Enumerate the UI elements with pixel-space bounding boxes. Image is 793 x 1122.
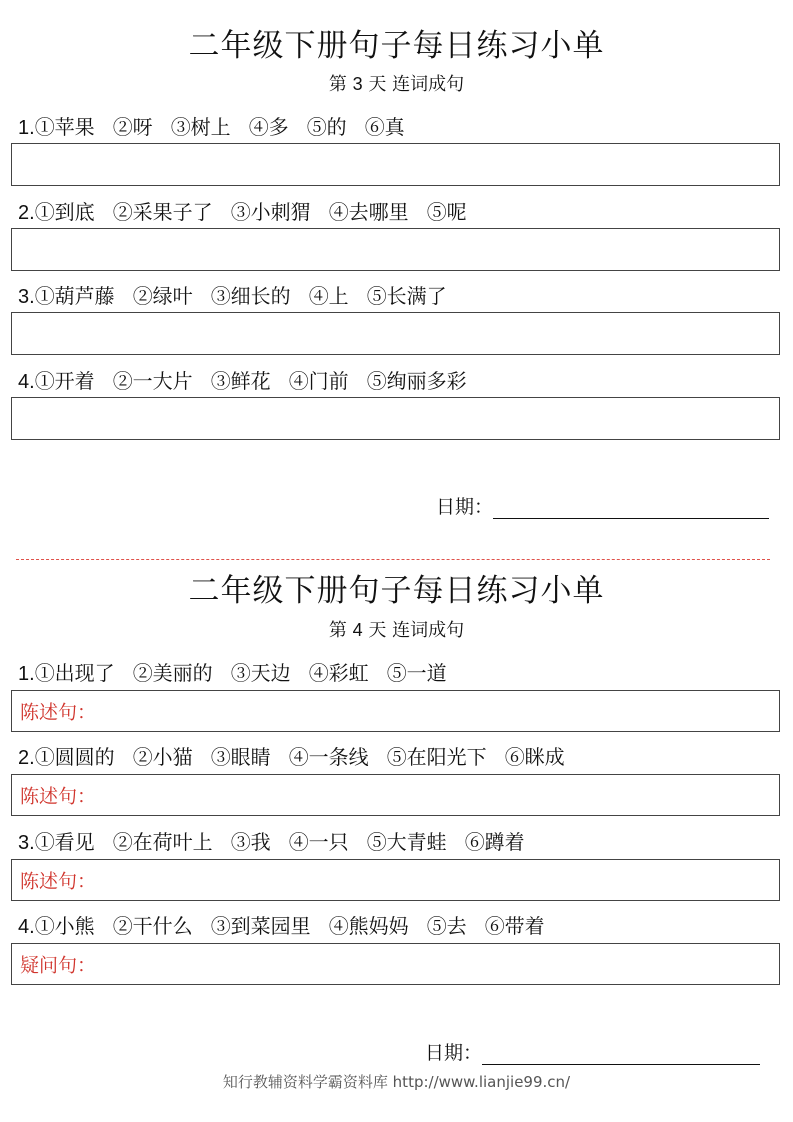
section2-subtitle-prefix: 第 <box>328 620 347 641</box>
question-number: 3. <box>18 832 35 854</box>
question-number: 2. <box>18 202 35 224</box>
section2-subtitle-suffix: 天 连词成句 <box>368 620 465 641</box>
word-option: ②美丽的 <box>132 661 213 685</box>
section1-question-4 <box>18 365 485 394</box>
footer-watermark: 知行教辅资料学霸资料库 http://www.lianjie99.cn/ <box>222 1073 571 1091</box>
word-option: ①到底 <box>34 200 95 224</box>
section2-answer-box-2[interactable] <box>11 774 780 816</box>
question-number: 1. <box>18 117 35 139</box>
date-underline[interactable] <box>493 517 769 519</box>
question-number: 3. <box>18 286 35 308</box>
word-option: ④一只 <box>288 830 349 854</box>
section2-day-number: 4 <box>352 620 363 640</box>
word-option: ⑤在阳光下 <box>386 745 487 769</box>
word-option: ③小刺猬 <box>230 200 311 224</box>
word-option: ⑤长满了 <box>366 284 447 308</box>
section2-question-2 <box>18 741 583 770</box>
word-option: ⑤呢 <box>426 200 467 224</box>
section1-answer-box-1[interactable] <box>11 143 780 186</box>
date-label: 日期： <box>436 496 494 518</box>
question-number: 1. <box>18 663 35 685</box>
section1-day-number: 3 <box>352 74 363 94</box>
word-option: ①小熊 <box>34 914 95 938</box>
word-option: ④一条线 <box>288 745 369 769</box>
word-option: ⑤绚丽多彩 <box>366 369 467 393</box>
section2-question-3 <box>18 826 543 855</box>
word-option: ①看见 <box>34 830 95 854</box>
word-option: ③细长的 <box>210 284 291 308</box>
section2-date-field[interactable] <box>425 1038 760 1065</box>
section2-answer-box-3[interactable] <box>11 859 780 901</box>
section2-question-1 <box>18 657 465 686</box>
section1-subtitle-suffix: 天 连词成句 <box>368 74 465 95</box>
word-option: ②小猫 <box>132 745 193 769</box>
section2-title: 二年级下册句子每日练习小单 <box>188 573 605 609</box>
date-label: 日期： <box>425 1042 483 1064</box>
section2-answer-box-1[interactable] <box>11 690 780 732</box>
section2-answer-box-4[interactable] <box>11 943 780 985</box>
word-option: ③鲜花 <box>210 369 271 393</box>
word-option: ④上 <box>308 284 349 308</box>
word-option: ⑥带着 <box>484 914 545 938</box>
section2-subtitle <box>0 616 793 642</box>
section1-subtitle <box>0 70 793 96</box>
word-option: ③到菜园里 <box>210 914 311 938</box>
question-number: 4. <box>18 371 35 393</box>
word-option: ②一大片 <box>112 369 193 393</box>
word-option: ⑤一道 <box>386 661 447 685</box>
word-option: ①圆圆的 <box>34 745 115 769</box>
word-option: ①出现了 <box>34 661 115 685</box>
sentence-type-label: 陈述句： <box>20 701 97 724</box>
word-option: ③树上 <box>170 115 231 139</box>
section1-answer-box-4[interactable] <box>11 397 780 440</box>
word-option: ⑤的 <box>306 115 347 139</box>
word-option: ④彩虹 <box>308 661 369 685</box>
word-option: ⑥真 <box>364 115 405 139</box>
word-option: ④门前 <box>288 369 349 393</box>
word-option: ⑤大青蛙 <box>366 830 447 854</box>
section1-answer-box-2[interactable] <box>11 228 780 271</box>
word-option: ②绿叶 <box>132 284 193 308</box>
section1-subtitle-prefix: 第 <box>328 74 347 95</box>
word-option: ①苹果 <box>34 115 95 139</box>
sentence-type-label: 陈述句： <box>20 870 97 893</box>
section1-date-field[interactable] <box>436 492 769 519</box>
section2-question-4 <box>18 910 563 939</box>
section1-question-3 <box>18 280 465 309</box>
word-option: ④去哪里 <box>328 200 409 224</box>
section1-title: 二年级下册句子每日练习小单 <box>188 28 605 64</box>
sentence-type-label: 疑问句： <box>20 954 97 977</box>
word-option: ②采果子了 <box>112 200 213 224</box>
word-option: ①开着 <box>34 369 95 393</box>
section1-answer-box-3[interactable] <box>11 312 780 355</box>
word-option: ②呀 <box>112 115 153 139</box>
question-number: 2. <box>18 747 35 769</box>
word-option: ②在荷叶上 <box>112 830 213 854</box>
word-option: ⑥蹲着 <box>464 830 525 854</box>
sentence-type-label: 陈述句： <box>20 785 97 808</box>
cut-line-divider <box>16 559 770 560</box>
word-option: ⑥眯成 <box>504 745 565 769</box>
date-underline[interactable] <box>482 1063 760 1065</box>
section1-question-2 <box>18 196 485 225</box>
word-option: ④熊妈妈 <box>328 914 409 938</box>
word-option: ③我 <box>230 830 271 854</box>
word-option: ③天边 <box>230 661 291 685</box>
word-option: ①葫芦藤 <box>34 284 115 308</box>
word-option: ⑤去 <box>426 914 467 938</box>
word-option: ③眼睛 <box>210 745 271 769</box>
word-option: ④多 <box>248 115 289 139</box>
section1-question-1 <box>18 111 423 140</box>
question-number: 4. <box>18 916 35 938</box>
word-option: ②干什么 <box>112 914 193 938</box>
